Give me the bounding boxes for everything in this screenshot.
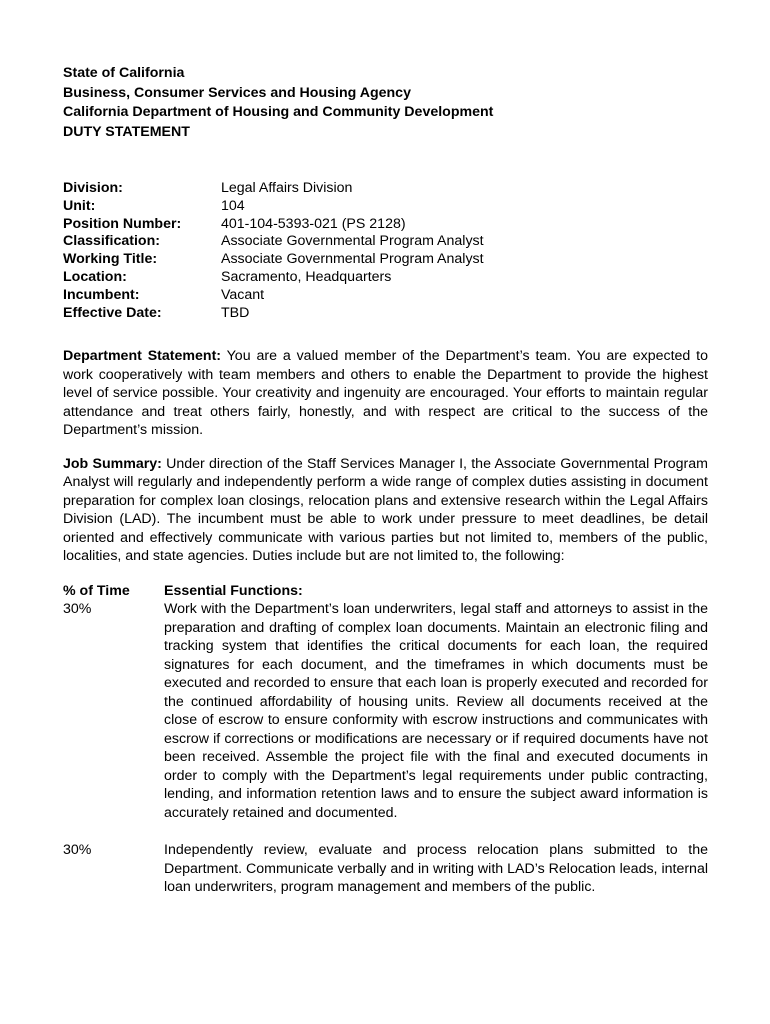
- info-row-unit: [63, 197, 708, 215]
- function-item: [63, 841, 708, 897]
- info-label: Classification:: [63, 233, 160, 250]
- info-row-working-title: [63, 250, 708, 268]
- position-info: [63, 179, 708, 321]
- info-value: 401-104-5393-021 (PS 2128): [221, 215, 406, 232]
- info-row-division: [63, 179, 708, 197]
- info-row-position-number: [63, 215, 708, 233]
- function-item: [63, 600, 708, 822]
- info-row-incumbent: [63, 286, 708, 304]
- job-summary: [63, 455, 708, 566]
- info-label: Location:: [63, 268, 127, 285]
- department-statement-text: You are a valued member of the Department’s team. You are expected to work cooperatively with team members and others to enable the Department to provide the highest level of service possible. Your creativity and ingenuity are encouraged. Your efforts to maintain regular attendance and treat others fairly, honestly, and with respect are critical to the success of the Department’s mission.: [63, 348, 709, 439]
- essential-functions-header: [63, 582, 708, 601]
- job-summary-heading: Job Summary:: [63, 455, 162, 472]
- info-label: Division:: [63, 180, 123, 196]
- info-value: Sacramento, Headquarters: [221, 268, 392, 285]
- info-label: Working Title:: [63, 251, 158, 268]
- document-header: [63, 64, 708, 142]
- info-label: Incumbent:: [63, 286, 140, 303]
- info-value: Associate Governmental Program Analyst: [221, 251, 484, 268]
- duty-statement-page: [63, 64, 708, 897]
- info-value: Legal Affairs Division: [221, 180, 353, 196]
- function-percent: 30%: [63, 601, 92, 618]
- percent-time-heading: % of Time: [63, 582, 130, 599]
- info-row-effective-date: [63, 304, 708, 322]
- info-row-classification: [63, 232, 708, 250]
- header-state: State of California: [63, 65, 185, 81]
- info-value: 104: [221, 197, 245, 214]
- info-value: Associate Governmental Program Analyst: [221, 233, 484, 250]
- info-label: Unit:: [63, 197, 96, 214]
- info-label: Effective Date:: [63, 304, 162, 321]
- department-statement-heading: Department Statement:: [63, 348, 222, 365]
- function-description: Independently review, evaluate and process relocation plans submitted to the Department. Communicate verbally and in writing with LAD’s Relocation leads, internal loan underwriters, program management and members of the public.: [164, 842, 708, 896]
- info-value: TBD: [221, 304, 250, 321]
- department-statement: [63, 347, 708, 440]
- header-department: California Department of Housing and Community Development: [63, 104, 494, 120]
- function-description: Work with the Department’s loan underwriters, legal staff and attorneys to assist in the preparation and drafting of complex loan documents. Maintain an electronic filing and tracking system that identifies the critical documents for each loan, the required signatures for each document, and the timeframes in which documents must be executed and recorded to ensure that each loan is properly executed and recorded for the continued affordability of housing units. Review all documents received at the close of escrow to ensure conformity with escrow instructions and communicates with escrow if corrections or modifications are necessary or if required documents have not been received. Assemble the project file with the final and executed documents in order to comply with the Department’s legal requirements under public contracting, lending, and information retention laws and to ensure the subject award information is accurately retained and documented.: [164, 601, 708, 821]
- header-agency: Business, Consumer Services and Housing Agency: [63, 84, 411, 101]
- header-title: DUTY STATEMENT: [63, 123, 190, 140]
- info-row-location: [63, 268, 708, 286]
- job-summary-text: Under direction of the Staff Services Manager I, the Associate Governmental Program Analyst will regularly and independently perform a wide range of complex duties assisting in document preparation for complex loan closings, relocation plans and extensive research within the Legal Affairs Division (LAD). The incumbent must be able to work under pressure to meet deadlines, be detail oriented and effectively communicate with various parties but not limited to, members of the public, localities, and state agencies. Duties include but are not limited to, the following:: [63, 455, 708, 565]
- info-label: Position Number:: [63, 215, 182, 232]
- essential-functions-heading: Essential Functions:: [164, 582, 303, 599]
- function-percent: 30%: [63, 842, 92, 859]
- info-value: Vacant: [221, 286, 265, 303]
